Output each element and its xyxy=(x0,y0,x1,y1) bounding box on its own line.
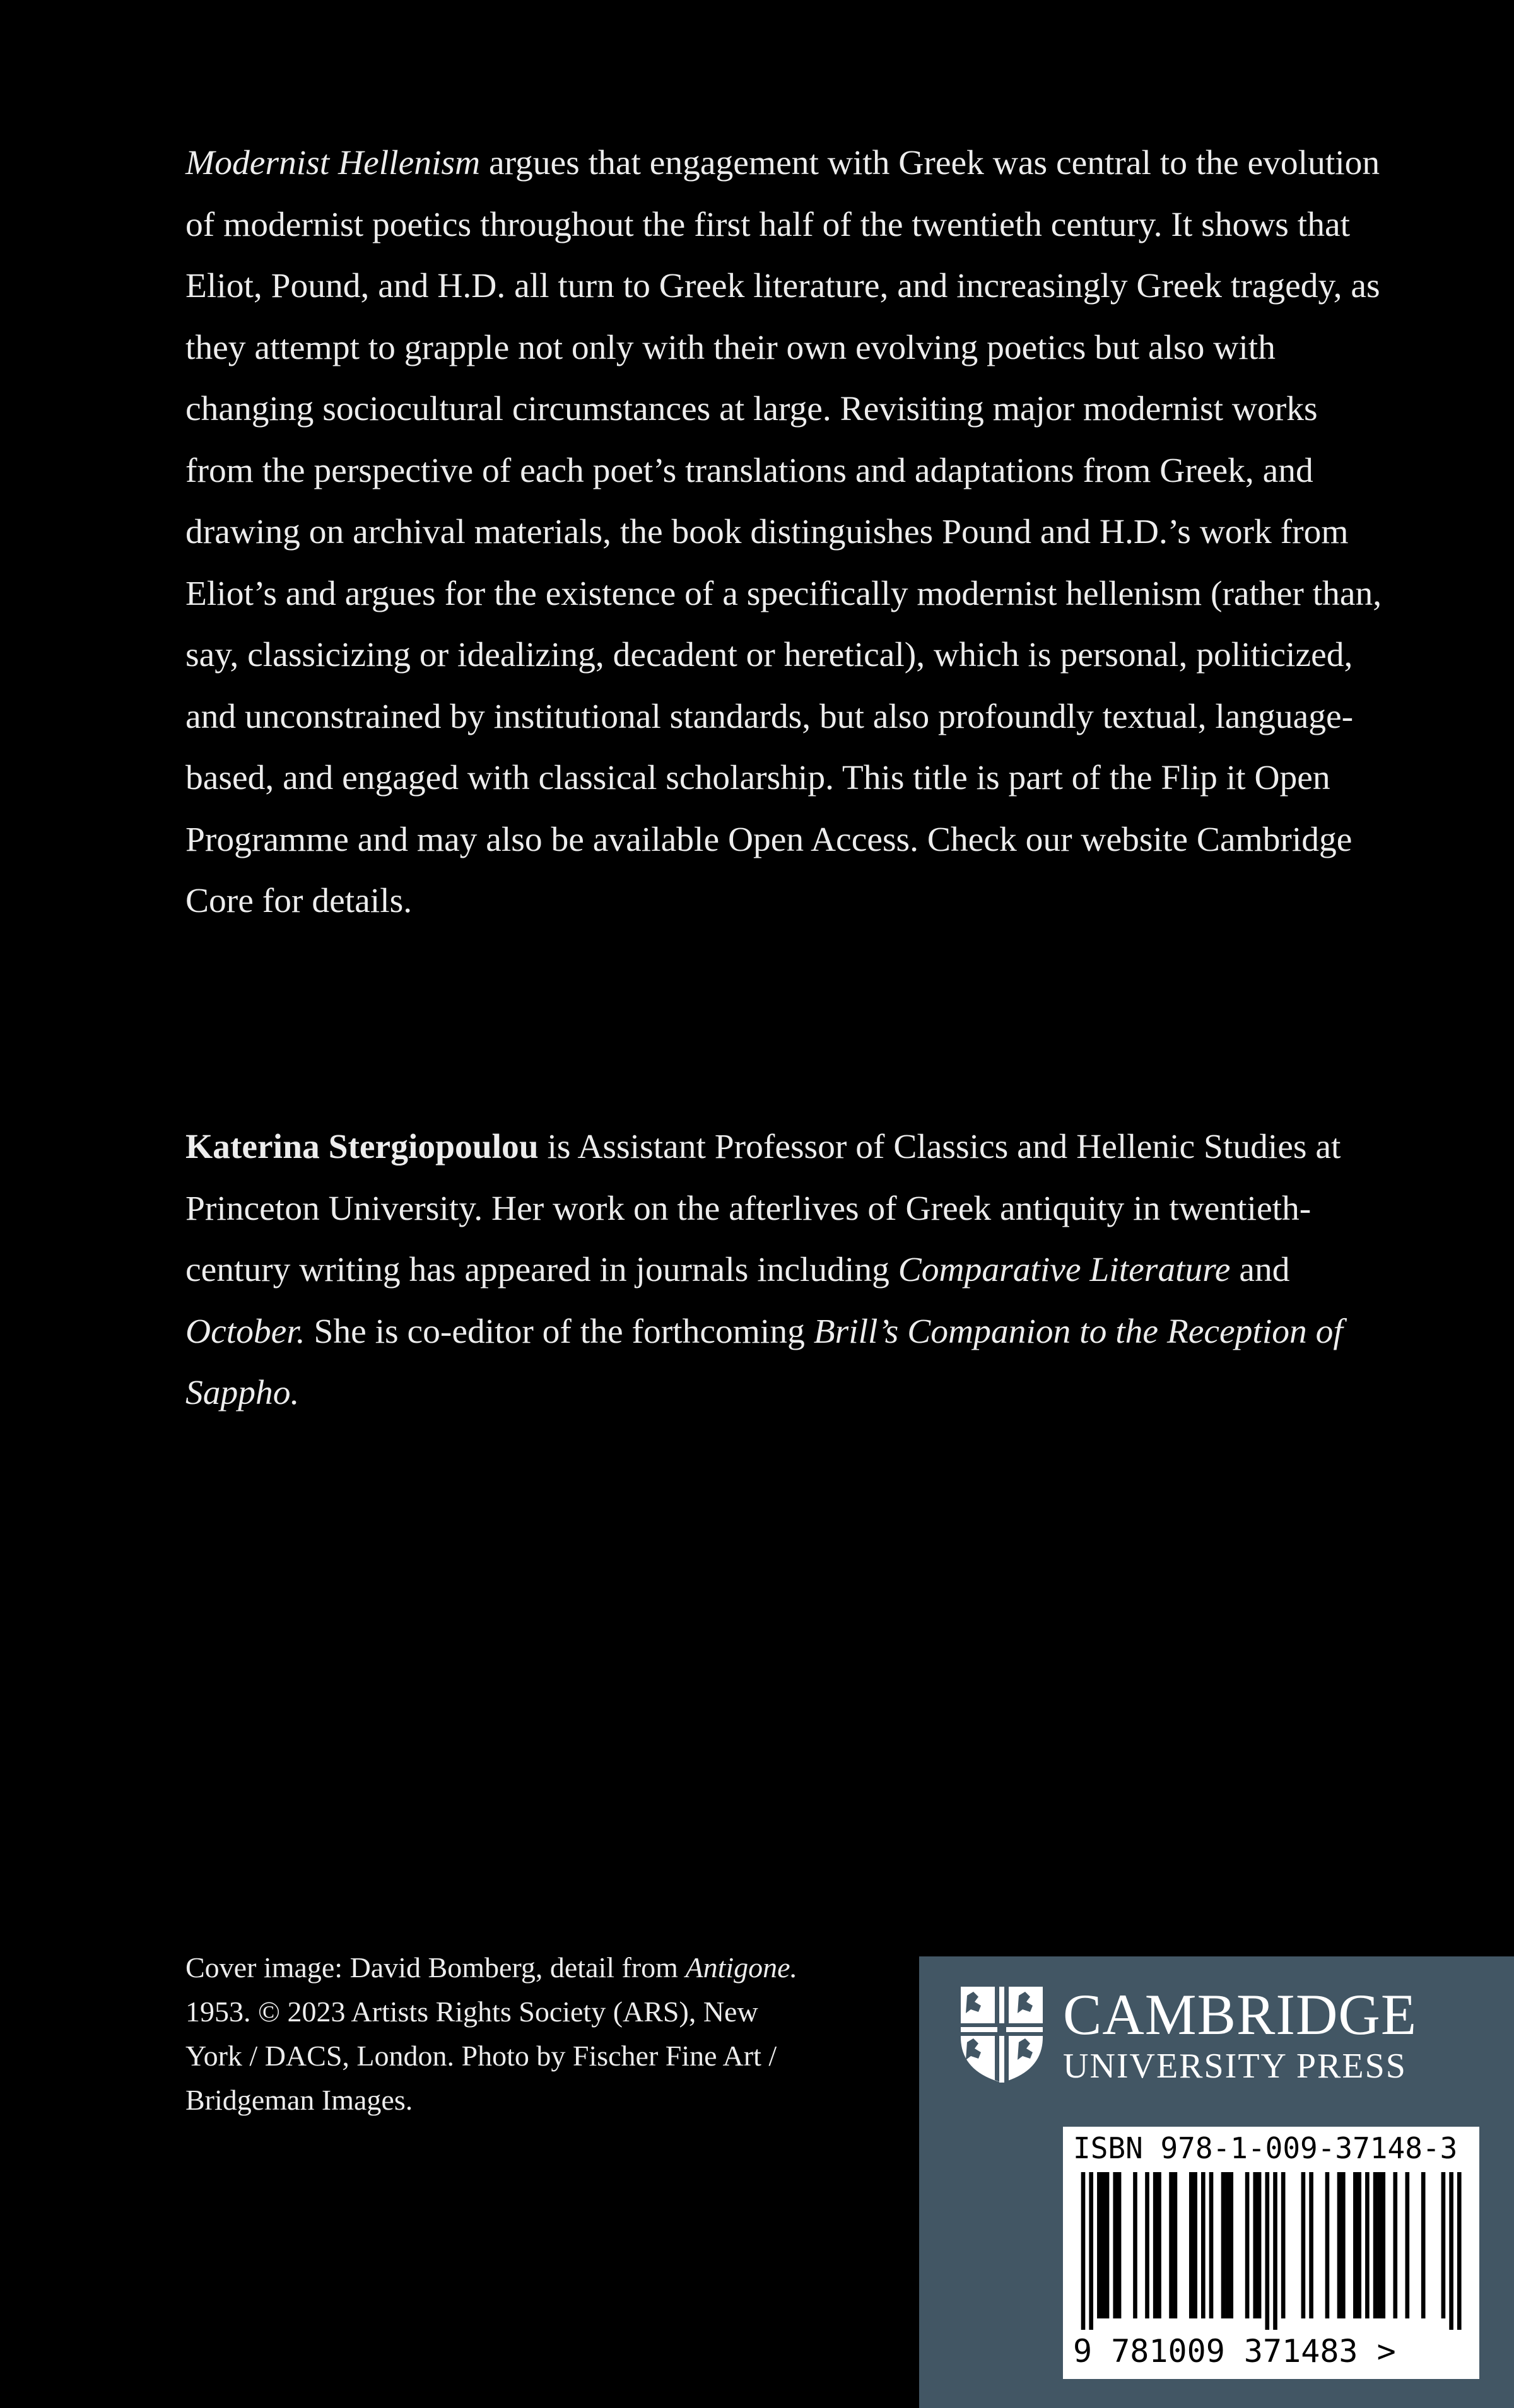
barcode-bar xyxy=(1081,2172,1086,2330)
publisher-name: CAMBRIDGE xyxy=(1063,1982,1417,2047)
book-blurb xyxy=(185,132,1384,932)
barcode-bar xyxy=(1265,2172,1269,2330)
credit-text-2: 1953. © 2023 Artists Rights Society (ARS), New York / DACS, London. Photo by Fischer Fine Art / Bridgeman Images. xyxy=(185,1996,777,2116)
barcode-bar xyxy=(1301,2172,1306,2318)
barcode-bar xyxy=(1441,2172,1446,2318)
author-bio xyxy=(185,1116,1384,1424)
barcode-bar xyxy=(1189,2172,1194,2318)
barcode-bars xyxy=(1073,2172,1469,2330)
barcode-bar xyxy=(1101,2172,1105,2318)
barcode-bar xyxy=(1145,2172,1149,2318)
barcode-bar xyxy=(1253,2172,1257,2318)
barcode-bar xyxy=(1245,2172,1250,2318)
barcode-bar xyxy=(1365,2172,1370,2318)
barcode-bar xyxy=(1377,2172,1382,2318)
journal-october: October. xyxy=(185,1312,305,1351)
barcode-bar xyxy=(1357,2172,1361,2318)
barcode-bar xyxy=(1449,2172,1453,2330)
barcode-bar xyxy=(1225,2172,1229,2318)
barcode-bar xyxy=(1193,2172,1197,2318)
barcode-bar xyxy=(1113,2172,1117,2318)
isbn-label: ISBN 978-1-009-37148-3 xyxy=(1073,2131,1458,2165)
barcode-bar xyxy=(1173,2172,1178,2318)
bio-text-3: She is co-editor of the forthcoming xyxy=(305,1312,814,1351)
barcode-bar xyxy=(1405,2172,1410,2318)
barcode-bar xyxy=(1381,2172,1385,2318)
university-shield-icon xyxy=(958,1984,1045,2085)
publisher-panel xyxy=(919,1956,1514,2408)
barcode-bar xyxy=(1209,2172,1214,2318)
blurb-text: argues that engagement with Greek was central to the evolution of modernist poetics throughout the first half of the twentieth century. It shows that Eliot, Pound, and H.D. all turn to Greek literature, and increasingly Greek tragedy, as they attempt to grapple not only with their own evolving poetics but also with changing sociocultural circumstances at large. Revisiting major modernist works from the perspective of each poet’s translations and adaptations from Greek, and drawing on archival materials, the book distinguishes Pound and H.D.’s work from Eliot’s and argues for the existence of a specifically modernist hellenism (rather than, say, classicizing or idealizing, decadent or heretical), which is personal, politicized, and unconstrained by institutional standards, but also profoundly textual, language-based, and engaged with classical scholarship. This title is part of the Flip it Open Programme and may also be available Open Access. Check our website Cambridge Core for details. xyxy=(185,144,1382,920)
barcode-bar xyxy=(1325,2172,1330,2318)
bio-text-2: and xyxy=(1230,1251,1290,1289)
barcode-bar xyxy=(1341,2172,1346,2318)
barcode-bar xyxy=(1097,2172,1101,2318)
barcode-bar xyxy=(1089,2172,1093,2330)
barcode-bar xyxy=(1421,2172,1426,2318)
author-name: Katerina Stergiopoulou xyxy=(185,1128,539,1166)
barcode-bar xyxy=(1309,2172,1313,2318)
barcode-bar xyxy=(1133,2172,1137,2318)
book-title: Modernist Hellenism xyxy=(185,144,481,182)
forthcoming-book-title: Brill’s Companion to the Reception of Sappho. xyxy=(185,1312,1343,1412)
artwork-title: Antigone. xyxy=(685,1951,798,1984)
barcode-digits: 9 781009 371483 > xyxy=(1073,2333,1396,2370)
barcode-bar xyxy=(1273,2172,1277,2330)
barcode-bar xyxy=(1257,2172,1262,2318)
barcode-bar xyxy=(1117,2172,1122,2318)
credit-text-1: Cover image: David Bomberg, detail from xyxy=(185,1951,686,1984)
barcode-bar xyxy=(1157,2172,1161,2318)
barcode-bar xyxy=(1281,2172,1286,2318)
publisher-logo xyxy=(958,1982,1417,2089)
publisher-subname: UNIVERSITY PRESS xyxy=(1063,2047,1407,2086)
barcode-bar xyxy=(1229,2172,1233,2318)
barcode-bar xyxy=(1457,2172,1462,2330)
barcode-bar xyxy=(1221,2172,1226,2318)
barcode-bar xyxy=(1373,2172,1378,2318)
bio-text-1: is Assistant Professor of Classics and Hellenic Studies at Princeton University. Her work on the afterlives of Greek antiquity in twentieth-century writing has appeared in journals including xyxy=(185,1128,1341,1289)
barcode-bar xyxy=(1393,2172,1397,2318)
barcode-bar xyxy=(1153,2172,1158,2318)
cover-image-credit xyxy=(185,1946,804,2122)
barcode-bar xyxy=(1353,2172,1358,2318)
barcode-bar xyxy=(1169,2172,1173,2318)
journal-comparative-literature: Comparative Literature xyxy=(898,1251,1231,1289)
isbn-barcode xyxy=(1063,2127,1479,2379)
barcode-bar xyxy=(1105,2172,1110,2318)
barcode-bar xyxy=(1337,2172,1342,2318)
barcode-bar xyxy=(1201,2172,1206,2318)
